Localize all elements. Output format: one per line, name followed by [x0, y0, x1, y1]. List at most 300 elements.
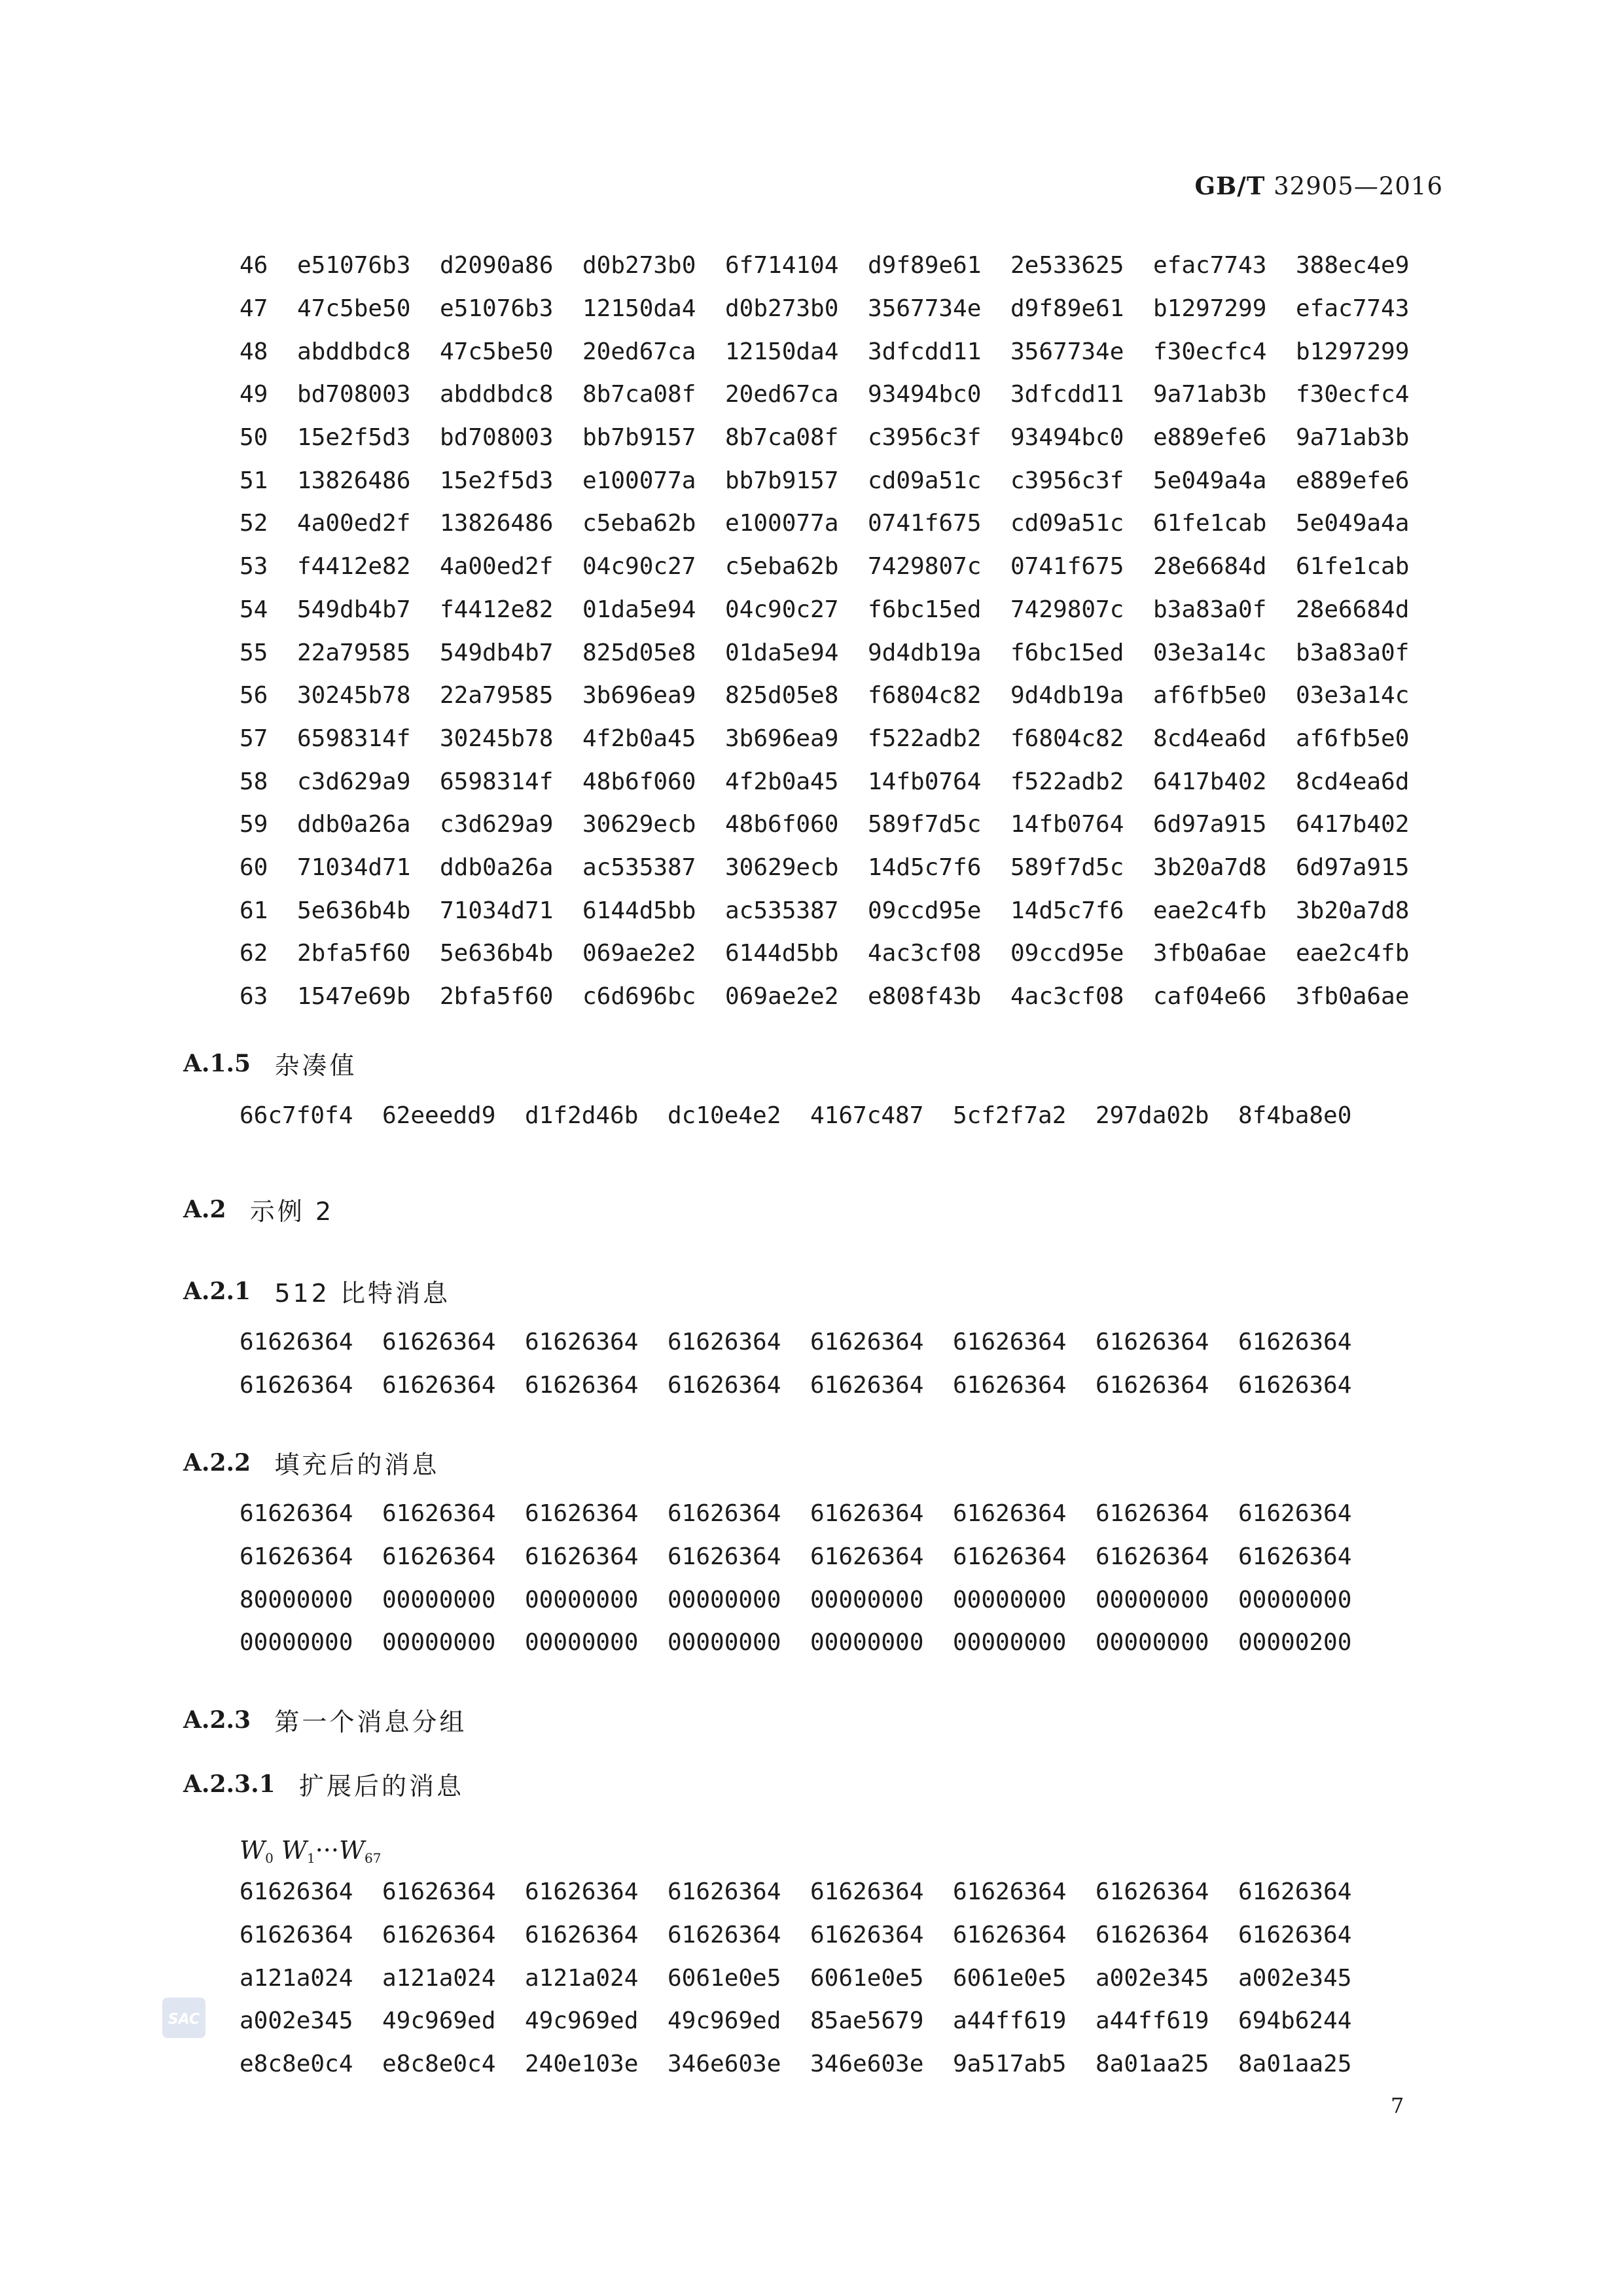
hex-word: 61626364: [953, 1329, 1067, 1356]
hex-word: e889efe6: [1153, 424, 1267, 452]
w-symbol: W: [281, 1836, 307, 1865]
round-row: [240, 631, 1438, 674]
hex-word: 20ed67ca: [582, 338, 696, 365]
word-row: [240, 1914, 1381, 1957]
standard-number: 32905—2016: [1274, 172, 1443, 200]
round-index: 47: [240, 295, 268, 323]
round-row: [240, 502, 1438, 545]
hex-word: efac7743: [1153, 252, 1267, 279]
padded-message-block: [240, 1492, 1381, 1664]
hex-word: a121a024: [525, 1964, 639, 1992]
section-heading-a2: [183, 1191, 334, 1227]
w-subscript: 1: [306, 1850, 315, 1866]
hex-word: a002e345: [1096, 1964, 1209, 1992]
hex-word: 71034d71: [440, 897, 554, 924]
hex-word: 61626364: [525, 1329, 639, 1356]
hex-word: 14fb0764: [1010, 811, 1124, 838]
hex-word: 30629ecb: [725, 853, 839, 881]
word-row: [240, 1871, 1381, 1914]
hex-word: 49c969ed: [668, 2007, 781, 2035]
hex-word: e889efe6: [1296, 467, 1410, 494]
hex-word: 6d97a915: [1296, 853, 1410, 881]
hex-word: 61626364: [240, 1500, 353, 1528]
hex-word: 00000000: [1096, 1586, 1209, 1613]
hex-word: 61626364: [1238, 1372, 1352, 1399]
hex-word: f6bc15ed: [868, 596, 982, 623]
hex-word: 61626364: [382, 1329, 496, 1356]
hex-word: 61626364: [382, 1922, 496, 1949]
hex-word: 61626364: [810, 1372, 924, 1399]
hex-word: efac7743: [1296, 295, 1410, 323]
hex-word: 6417b402: [1153, 768, 1267, 795]
hex-word: 825d05e8: [725, 682, 839, 709]
section-number: A.2.1: [183, 1277, 251, 1305]
word-row: [240, 2000, 1381, 2043]
hex-word: 20ed67ca: [725, 381, 839, 408]
hex-word: d9f89e61: [1010, 295, 1124, 323]
hex-word: bb7b9157: [725, 467, 839, 494]
hex-word: 61626364: [1096, 1543, 1209, 1571]
hex-word: 9d4db19a: [868, 639, 982, 666]
hex-word: 3b696ea9: [582, 682, 696, 709]
hex-word: a002e345: [240, 2007, 353, 2035]
hex-word: 48b6f060: [582, 768, 696, 795]
ellipsis: ···: [315, 1836, 339, 1865]
hex-word: 61626364: [240, 1543, 353, 1571]
w-subscript: 0: [265, 1850, 274, 1866]
hex-word: 30245b78: [440, 725, 554, 752]
hex-word: 00000000: [953, 1586, 1067, 1613]
w-symbol: W: [338, 1836, 365, 1865]
hex-word: 61626364: [1096, 1922, 1209, 1949]
round-row: [240, 717, 1438, 761]
hex-word: 3567734e: [868, 295, 982, 323]
hex-word: 549db4b7: [297, 596, 411, 623]
hex-word: 5cf2f7a2: [953, 1102, 1067, 1130]
round-row: [240, 244, 1438, 287]
hex-word: bd708003: [440, 424, 554, 452]
hex-word: 00000200: [1238, 1629, 1352, 1657]
hex-word: f6bc15ed: [1010, 639, 1124, 666]
section-title: 扩展后的消息: [298, 1772, 464, 1801]
hex-word: caf04e66: [1153, 983, 1267, 1011]
hex-word: e8c8e0c4: [240, 2051, 353, 2078]
hex-word: 04c90c27: [582, 553, 696, 581]
expanded-message-block: [240, 1871, 1381, 2085]
hex-word: 00000000: [240, 1629, 353, 1657]
hex-word: 00000000: [1238, 1586, 1352, 1613]
hex-word: ac535387: [725, 897, 839, 924]
hex-word: 01da5e94: [582, 596, 696, 623]
section-title: 512 比特消息: [274, 1279, 450, 1308]
round-index: 55: [240, 639, 268, 666]
hex-word: 8f4ba8e0: [1238, 1102, 1352, 1130]
round-row: [240, 373, 1438, 416]
round-row: [240, 416, 1438, 459]
hex-word: 61fe1cab: [1296, 553, 1410, 581]
hex-word: d1f2d46b: [525, 1102, 639, 1130]
hex-word: 6d97a915: [1153, 811, 1267, 838]
hex-word: 00000000: [525, 1586, 639, 1613]
hex-word: ddb0a26a: [440, 853, 554, 881]
hex-word: 30629ecb: [582, 811, 696, 838]
hex-word: c3d629a9: [440, 811, 554, 838]
hex-word: 03e3a14c: [1296, 682, 1410, 709]
hex-word: 6144d5bb: [582, 897, 696, 924]
message-512-block: [240, 1321, 1381, 1407]
round-row: [240, 459, 1438, 502]
hex-word: 346e603e: [810, 2051, 924, 2078]
hex-word: 4f2b0a45: [725, 768, 839, 795]
expanded-words-label: [240, 1836, 381, 1866]
hex-word: c6d696bc: [582, 983, 696, 1011]
hex-word: 61626364: [810, 1500, 924, 1528]
hex-word: e51076b3: [297, 252, 411, 279]
hex-word: a121a024: [240, 1964, 353, 1992]
hex-word: f4412e82: [297, 553, 411, 581]
hex-word: c5eba62b: [725, 553, 839, 581]
hex-word: 85ae5679: [810, 2007, 924, 2035]
hex-word: 61626364: [668, 1878, 781, 1906]
hex-word: 93494bc0: [1010, 424, 1124, 452]
hex-word: 6598314f: [440, 768, 554, 795]
hex-word: 6598314f: [297, 725, 411, 752]
hex-word: ddb0a26a: [297, 811, 411, 838]
round-index: 50: [240, 424, 268, 452]
hex-word: 3b20a7d8: [1153, 853, 1267, 881]
hex-word: 61626364: [525, 1543, 639, 1571]
hex-word: b1297299: [1153, 295, 1267, 323]
hex-word: 6061e0e5: [810, 1964, 924, 1992]
hex-word: 00000000: [668, 1629, 781, 1657]
hex-word: 13826486: [440, 510, 554, 537]
sac-logo: [162, 1998, 205, 2038]
hex-word: a121a024: [382, 1964, 496, 1992]
hex-word: 6144d5bb: [725, 940, 839, 967]
section-number: A.1.5: [183, 1049, 251, 1077]
hex-word: 66c7f0f4: [240, 1102, 353, 1130]
section-number: A.2.3.1: [183, 1770, 276, 1798]
hex-word: 069ae2e2: [582, 940, 696, 967]
hex-word: d0b273b0: [725, 295, 839, 323]
round-row: [240, 889, 1438, 932]
hex-word: bb7b9157: [582, 424, 696, 452]
round-row: [240, 932, 1438, 975]
hex-word: 6061e0e5: [953, 1964, 1067, 1992]
hex-word: a44ff619: [1096, 2007, 1209, 2035]
hex-word: abddbdc8: [440, 381, 554, 408]
hex-word: 4a00ed2f: [440, 553, 554, 581]
hex-word: 3dfcdd11: [868, 338, 982, 365]
round-index: 61: [240, 897, 268, 924]
hex-word: 6f714104: [725, 252, 839, 279]
hex-word: 61626364: [240, 1922, 353, 1949]
hex-word: 15e2f5d3: [440, 467, 554, 494]
round-index: 53: [240, 553, 268, 581]
hex-word: 61626364: [382, 1878, 496, 1906]
hex-word: e100077a: [725, 510, 839, 537]
section-title: 填充后的消息: [274, 1450, 440, 1479]
hex-word: 2bfa5f60: [440, 983, 554, 1011]
hex-word: 8b7ca08f: [725, 424, 839, 452]
hex-word: 61626364: [525, 1372, 639, 1399]
hex-word: 297da02b: [1096, 1102, 1209, 1130]
hex-word: 1547e69b: [297, 983, 411, 1011]
hex-word: 00000000: [668, 1586, 781, 1613]
hex-word: 0741f675: [1010, 553, 1124, 581]
round-row: [240, 803, 1438, 846]
hex-word: 61fe1cab: [1153, 510, 1267, 537]
hex-word: 5e049a4a: [1153, 467, 1267, 494]
hex-word: 589f7d5c: [1010, 853, 1124, 881]
round-index: 63: [240, 983, 268, 1011]
hex-word: 03e3a14c: [1153, 639, 1267, 666]
round-index: 59: [240, 811, 268, 838]
sac-logo-text: SAC: [168, 2011, 200, 2028]
hex-word: c3d629a9: [297, 768, 411, 795]
section-heading-a22: [183, 1444, 439, 1480]
hex-word: 069ae2e2: [725, 983, 839, 1011]
word-row: [240, 2043, 1381, 2086]
hex-word: 61626364: [668, 1543, 781, 1571]
hex-word: 71034d71: [297, 853, 411, 881]
hex-word: 61626364: [1096, 1329, 1209, 1356]
section-heading-a21: [183, 1273, 450, 1309]
hex-word: 9a517ab5: [953, 2051, 1067, 2078]
word-row: [240, 1492, 1381, 1535]
hex-word: 14d5c7f6: [868, 853, 982, 881]
section-heading-a23: [183, 1702, 467, 1738]
hex-word: a44ff619: [953, 2007, 1067, 2035]
hex-word: 6061e0e5: [668, 1964, 781, 1992]
hex-word: f30ecfc4: [1153, 338, 1267, 365]
hex-word: e100077a: [582, 467, 696, 494]
hex-word: 14fb0764: [868, 768, 982, 795]
section-title: 示例 2: [249, 1197, 334, 1226]
hex-word: 61626364: [240, 1372, 353, 1399]
hex-word: 09ccd95e: [868, 897, 982, 924]
hex-word: b3a83a0f: [1153, 596, 1267, 623]
word-row: [240, 1956, 1381, 2000]
hex-word: 61626364: [668, 1372, 781, 1399]
hex-word: 00000000: [953, 1629, 1067, 1657]
hex-word: 61626364: [953, 1500, 1067, 1528]
hex-word: dc10e4e2: [668, 1102, 781, 1130]
hex-word: 5e636b4b: [440, 940, 554, 967]
hex-word: 61626364: [382, 1543, 496, 1571]
hex-word: af6fb5e0: [1153, 682, 1267, 709]
hex-word: 5e636b4b: [297, 897, 411, 924]
hex-word: f522adb2: [868, 725, 982, 752]
w-symbol: W: [240, 1836, 266, 1865]
hex-word: 549db4b7: [440, 639, 554, 666]
hex-word: 30245b78: [297, 682, 411, 709]
hex-word: 00000000: [810, 1629, 924, 1657]
hex-word: 61626364: [953, 1878, 1067, 1906]
hex-word: 7429807c: [868, 553, 982, 581]
round-index: 48: [240, 338, 268, 365]
hex-word: 8cd4ea6d: [1296, 768, 1410, 795]
word-row: [240, 1621, 1381, 1664]
round-index: 56: [240, 682, 268, 709]
hex-word: 61626364: [953, 1922, 1067, 1949]
hex-word: 09ccd95e: [1010, 940, 1124, 967]
hex-word: 61626364: [1238, 1543, 1352, 1571]
hex-word: a002e345: [1238, 1964, 1352, 1992]
hex-word: 00000000: [1096, 1629, 1209, 1657]
round-row: [240, 760, 1438, 803]
hex-word: 61626364: [525, 1922, 639, 1949]
hex-word: d2090a86: [440, 252, 554, 279]
word-row: [240, 1321, 1381, 1364]
hex-word: 4ac3cf08: [868, 940, 982, 967]
round-index: 54: [240, 596, 268, 623]
round-row: [240, 545, 1438, 588]
hex-word: 61626364: [1096, 1500, 1209, 1528]
hex-word: 9a71ab3b: [1153, 381, 1267, 408]
page-number: 7: [1391, 2093, 1404, 2118]
hex-word: f6804c82: [1010, 725, 1124, 752]
hex-word: 7429807c: [1010, 596, 1124, 623]
hex-word: f522adb2: [1010, 768, 1124, 795]
hex-word: 61626364: [668, 1500, 781, 1528]
hex-word: f4412e82: [440, 596, 554, 623]
hex-word: 4f2b0a45: [582, 725, 696, 752]
hex-word: b3a83a0f: [1296, 639, 1410, 666]
hex-word: 8a01aa25: [1096, 2051, 1209, 2078]
round-index: 51: [240, 467, 268, 494]
hex-word: 8b7ca08f: [582, 381, 696, 408]
hex-word: 3b20a7d8: [1296, 897, 1410, 924]
hex-word: 28e6684d: [1296, 596, 1410, 623]
hex-word: 61626364: [953, 1372, 1067, 1399]
round-index: 58: [240, 768, 268, 795]
hex-word: 61626364: [668, 1329, 781, 1356]
hex-word: e808f43b: [868, 983, 982, 1011]
hex-word: 61626364: [1096, 1372, 1209, 1399]
hex-word: 240e103e: [525, 2051, 639, 2078]
hex-word: 61626364: [953, 1543, 1067, 1571]
hex-word: 4a00ed2f: [297, 510, 411, 537]
hex-word: 61626364: [810, 1878, 924, 1906]
section-title: 第一个消息分组: [274, 1708, 467, 1736]
hex-word: 61626364: [1096, 1878, 1209, 1906]
hex-word: 00000000: [525, 1629, 639, 1657]
hex-word: 04c90c27: [725, 596, 839, 623]
hex-word: 61626364: [525, 1500, 639, 1528]
hex-word: eae2c4fb: [1153, 897, 1267, 924]
hex-word: 5e049a4a: [1296, 510, 1410, 537]
hex-word: 9a71ab3b: [1296, 424, 1410, 452]
hex-word: 49c969ed: [525, 2007, 639, 2035]
round-row: [240, 975, 1438, 1018]
hex-word: 28e6684d: [1153, 553, 1267, 581]
hex-word: d9f89e61: [868, 252, 982, 279]
hex-word: 47c5be50: [297, 295, 411, 323]
word-row: [240, 1364, 1381, 1407]
round-row: [240, 674, 1438, 717]
hex-word: 0741f675: [868, 510, 982, 537]
section-number: A.2.3: [183, 1706, 251, 1734]
hex-word: cd09a51c: [868, 467, 982, 494]
hex-word: 4ac3cf08: [1010, 983, 1124, 1011]
hex-word: e51076b3: [440, 295, 554, 323]
round-index: 57: [240, 725, 268, 752]
section-title: 杂凑值: [274, 1051, 357, 1080]
word-row: [240, 1578, 1381, 1621]
standard-code: GB/T: [1194, 171, 1266, 200]
hex-word: e8c8e0c4: [382, 2051, 496, 2078]
w-subscript: 67: [365, 1850, 382, 1866]
hex-word: c3956c3f: [1010, 467, 1124, 494]
hex-word: 61626364: [1238, 1922, 1352, 1949]
hex-word: 47c5be50: [440, 338, 554, 365]
hex-word: 93494bc0: [868, 381, 982, 408]
hex-word: 13826486: [297, 467, 411, 494]
round-row: [240, 287, 1438, 331]
hex-word: 22a79585: [440, 682, 554, 709]
round-index: 46: [240, 252, 268, 279]
hex-word: 12150da4: [725, 338, 839, 365]
hex-word: bd708003: [297, 381, 411, 408]
hex-word: 61626364: [382, 1372, 496, 1399]
round-index: 62: [240, 940, 268, 967]
hex-word: eae2c4fb: [1296, 940, 1410, 967]
hex-word: c3956c3f: [868, 424, 982, 452]
section-number: A.2.2: [183, 1448, 251, 1477]
hex-word: 61626364: [810, 1922, 924, 1949]
hex-word: 3fb0a6ae: [1296, 983, 1410, 1011]
hex-word: 22a79585: [297, 639, 411, 666]
hex-word: 6417b402: [1296, 811, 1410, 838]
hex-word: 61626364: [240, 1329, 353, 1356]
hex-word: 2bfa5f60: [297, 940, 411, 967]
hex-word: cd09a51c: [1010, 510, 1124, 537]
hex-word: 61626364: [1238, 1329, 1352, 1356]
hex-word: 61626364: [1238, 1500, 1352, 1528]
hex-word: 825d05e8: [582, 639, 696, 666]
hex-word: 00000000: [382, 1629, 496, 1657]
hex-word: 14d5c7f6: [1010, 897, 1124, 924]
hex-word: 61626364: [1238, 1878, 1352, 1906]
hash-value-block: [240, 1094, 1381, 1138]
hex-word: 61626364: [668, 1922, 781, 1949]
section-heading-a15: [183, 1045, 357, 1081]
section-heading-a231: [183, 1766, 464, 1802]
hex-word: 62eeedd9: [382, 1102, 496, 1130]
round-table: [240, 244, 1438, 1018]
hex-word: 8a01aa25: [1238, 2051, 1352, 2078]
hex-word: f30ecfc4: [1296, 381, 1410, 408]
hex-word: 388ec4e9: [1296, 252, 1410, 279]
round-row: [240, 330, 1438, 373]
hex-word: 3567734e: [1010, 338, 1124, 365]
hex-word: abddbdc8: [297, 338, 411, 365]
hex-word: 2e533625: [1010, 252, 1124, 279]
hex-word: 61626364: [382, 1500, 496, 1528]
hex-word: 3b696ea9: [725, 725, 839, 752]
hex-word: f6804c82: [868, 682, 982, 709]
hex-word: d0b273b0: [582, 252, 696, 279]
hex-word: ac535387: [582, 853, 696, 881]
hex-word: 61626364: [810, 1329, 924, 1356]
hex-word: c5eba62b: [582, 510, 696, 537]
hex-word: 4167c487: [810, 1102, 924, 1130]
word-row: [240, 1094, 1381, 1138]
page-header: [1194, 171, 1443, 200]
round-row: [240, 588, 1438, 632]
hex-word: 48b6f060: [725, 811, 839, 838]
